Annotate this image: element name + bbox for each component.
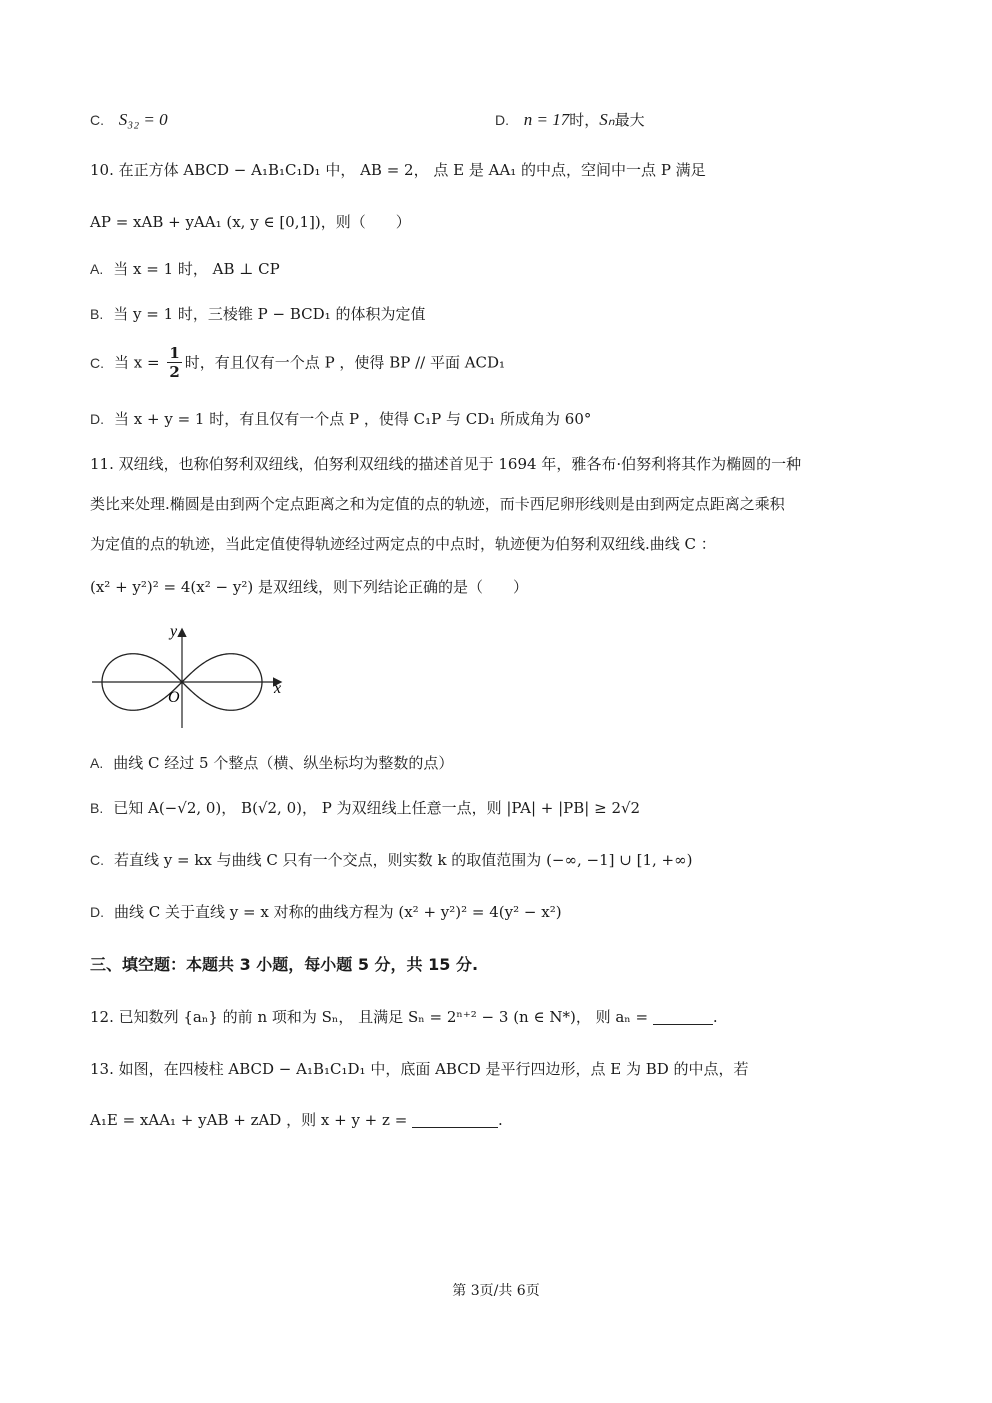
q12-answer-blank[interactable] [653, 1008, 713, 1025]
option-label: C. [90, 354, 104, 371]
q12 [90, 1005, 718, 1029]
option-expr: n = 17 [523, 110, 570, 129]
q10-option-b [90, 302, 425, 326]
q9-option-c [90, 108, 168, 132]
option-label: D. [495, 112, 509, 128]
fraction [167, 344, 181, 381]
q11-option-b [90, 796, 640, 820]
q13-stem-line-1: 13. 如图，在四棱柱 ABCD − A₁B₁C₁D₁ 中，底面 ABCD 是平行四边形，点 E 为 BD 的中点，若 [90, 1060, 749, 1078]
q11-stem-line-4: (x² + y²)² = 4(x² − y²) 是双纽线，则下列结论正确的是（ ） [90, 578, 528, 596]
q10-option-d [90, 407, 591, 431]
option-expr-2: Sₙ [599, 110, 615, 129]
option-text: 当 x = 1 时， AB ⊥ CP [113, 260, 280, 278]
page-footer: 第 3页/共 6页 [452, 1283, 540, 1299]
option-label: C. [90, 852, 104, 868]
q13-end: . [498, 1111, 503, 1129]
option-text: 当 y = 1 时，三棱锥 P − BCD₁ 的体积为定值 [113, 305, 426, 323]
option-label: B. [90, 800, 104, 816]
option-pre: 当 x = [114, 353, 160, 372]
q9-option-d [495, 108, 645, 132]
q11-stem-line-2: 类比来处理.椭圆是由到两个定点距离之和为定值的点的轨迹，而卡西尼卵形线则是由到两定点距离之乘积 [90, 495, 785, 513]
option-label: B. [90, 306, 104, 322]
section-title: 三、填空题：本题共 3 小题，每小题 5 分，共 15 分. [90, 955, 479, 974]
option-label: D. [90, 411, 104, 427]
x-axis-label: x [274, 680, 282, 697]
q10-stem-line-1: 10. 在正方体 ABCD − A₁B₁C₁D₁ 中， AB = 2， 点 E 是 AA₁ 的中点，空间中一点 P 满足 [90, 161, 706, 179]
y-axis-label: y [170, 623, 178, 640]
q13-stem-line-2 [90, 1108, 503, 1132]
option-suffix: 时， [569, 111, 600, 129]
option-label: A. [90, 755, 104, 771]
option-text: 已知 A(−√2, 0)， B(√2, 0)， P 为双纽线上任意一点，则 |PA| + |PB| ≥ 2√2 [113, 799, 641, 817]
option-text: 曲线 C 经过 5 个整点（横、纵坐标均为整数的点） [113, 754, 454, 772]
q11-stem-line-1: 11. 双纽线，也称伯努利双纽线，伯努利双纽线的描述首见于 1694 年，雅各布·伯努利将其作为椭圆的一种 [90, 455, 802, 473]
q11-option-a [90, 751, 453, 775]
option-text: 若直线 y = kx 与曲线 C 只有一个交点，则实数 k 的取值范围为 (−∞, −1] ∪ [1, +∞) [114, 851, 693, 869]
q12-end: . [712, 1008, 718, 1026]
option-post: 时，有且仅有一个点 P ，使得 BP // 平面 ACD₁ [184, 353, 506, 372]
q11-option-d [90, 900, 562, 924]
fraction-numerator: 1 [169, 344, 180, 362]
option-label: D. [90, 904, 104, 920]
q10-stem-line-2: AP = xAB + yAA₁ (x, y ∈ [0,1])，则（ ） [90, 213, 411, 231]
q13-answer-blank[interactable] [412, 1111, 498, 1128]
option-label: C. [90, 112, 104, 128]
q12-text: 12. 已知数列 {aₙ} 的前 n 项和为 Sₙ， 且满足 Sₙ = 2ⁿ⁺² − 3 (n ∈ N*)， 则 aₙ = [90, 1008, 649, 1026]
option-expr: S₃₂ = 0 [118, 110, 168, 129]
option-tail: 最大 [614, 111, 645, 129]
fraction-denominator: 2 [169, 363, 180, 381]
option-text: 曲线 C 关于直线 y = x 对称的曲线方程为 (x² + y²)² = 4(y² − x²) [114, 903, 562, 921]
q13-text: A₁E = xAA₁ + yAB + zAD ，则 x + y + z = [90, 1111, 408, 1129]
q11-stem-line-3: 为定值的点的轨迹，当此定值使得轨迹经过两定点的中点时，轨迹便为伯努利双纽线.曲线 C ： [90, 535, 716, 553]
lemniscate-figure [90, 620, 300, 730]
q11-stem [90, 444, 910, 564]
option-label: A. [90, 261, 104, 277]
origin-label: O [168, 689, 180, 706]
q10-option-a [90, 257, 280, 281]
q11-option-c [90, 848, 692, 872]
q10-option-c [90, 344, 505, 381]
option-text: 当 x + y = 1 时，有且仅有一个点 P ，使得 C₁P 与 CD₁ 所成角为 60° [114, 410, 592, 428]
